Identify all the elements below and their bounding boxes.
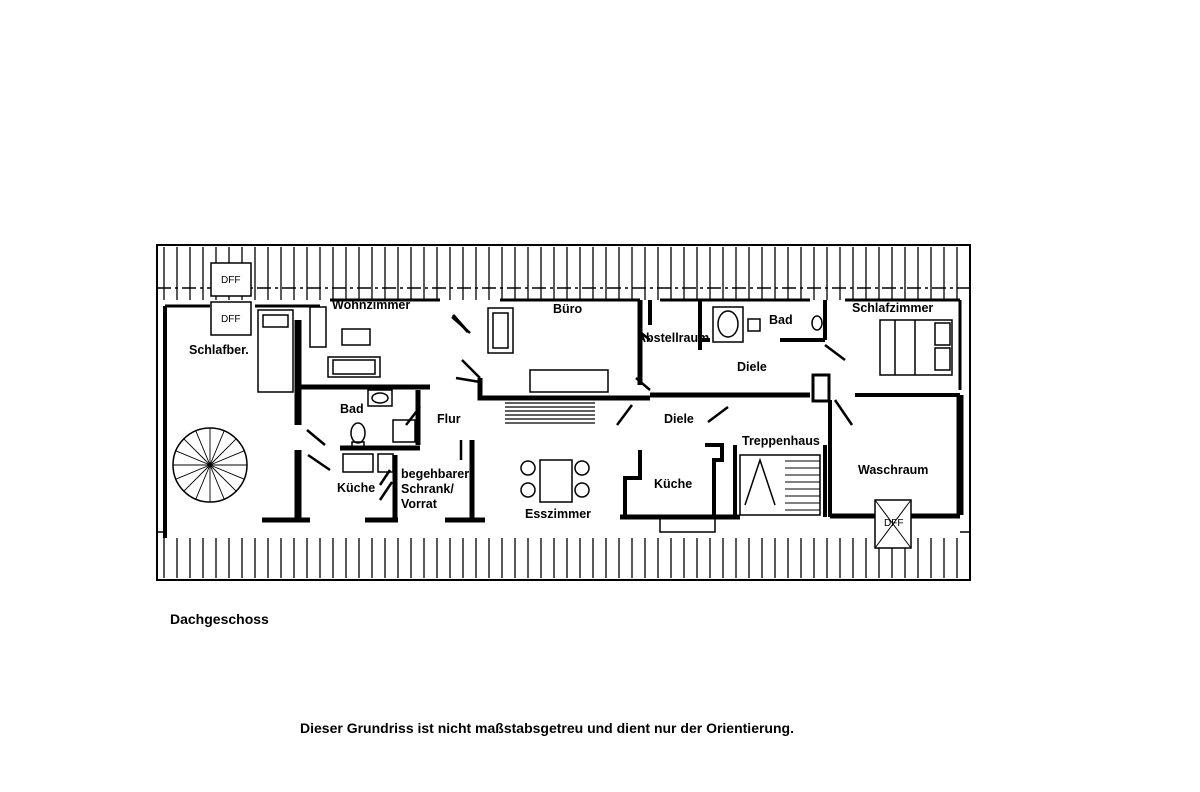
room-label-kueche-right: Küche xyxy=(654,477,693,491)
room-label-schlafber: Schlafber. xyxy=(189,343,249,357)
skylight-label: DFF xyxy=(884,518,904,529)
room-label-wohnzimmer: Wohnzimmer xyxy=(332,298,411,312)
roof-slats-top xyxy=(164,247,957,300)
disclaimer: Dieser Grundriss ist nicht maßstabsgetreu und dient nur der Orientierung. xyxy=(300,720,794,736)
plan-title: Dachgeschoss xyxy=(170,611,269,627)
room-label-begehbarer-1: begehbarer xyxy=(401,467,470,481)
room-label-esszimmer: Esszimmer xyxy=(525,507,592,521)
skylight-3 xyxy=(875,500,911,548)
room-label-bad-top: Bad xyxy=(769,313,793,327)
room-label-kueche-left: Küche xyxy=(337,481,376,495)
room-label-diele-mid: Diele xyxy=(664,412,694,426)
room-label-diele-top: Diele xyxy=(737,360,767,374)
skylight-2 xyxy=(211,302,251,335)
room-label-waschraum: Waschraum xyxy=(858,463,929,477)
skylight-label: DFF xyxy=(221,314,241,325)
room-label-abstellraum: Abstellraum xyxy=(637,331,710,345)
room-label-flur: Flur xyxy=(437,412,461,426)
room-label-buero: Büro xyxy=(553,302,583,316)
room-label-bad-left: Bad xyxy=(340,402,364,416)
room-label-schlafzimmer: Schlafzimmer xyxy=(852,301,934,315)
room-label-begehbarer-3: Vorrat xyxy=(401,497,437,511)
skylight-1 xyxy=(211,263,251,296)
skylight-label: DFF xyxy=(221,275,241,286)
room-label-treppenhaus: Treppenhaus xyxy=(742,434,820,448)
floor-area xyxy=(165,306,960,538)
room-label-begehbarer-2: Schrank/ xyxy=(401,482,454,496)
